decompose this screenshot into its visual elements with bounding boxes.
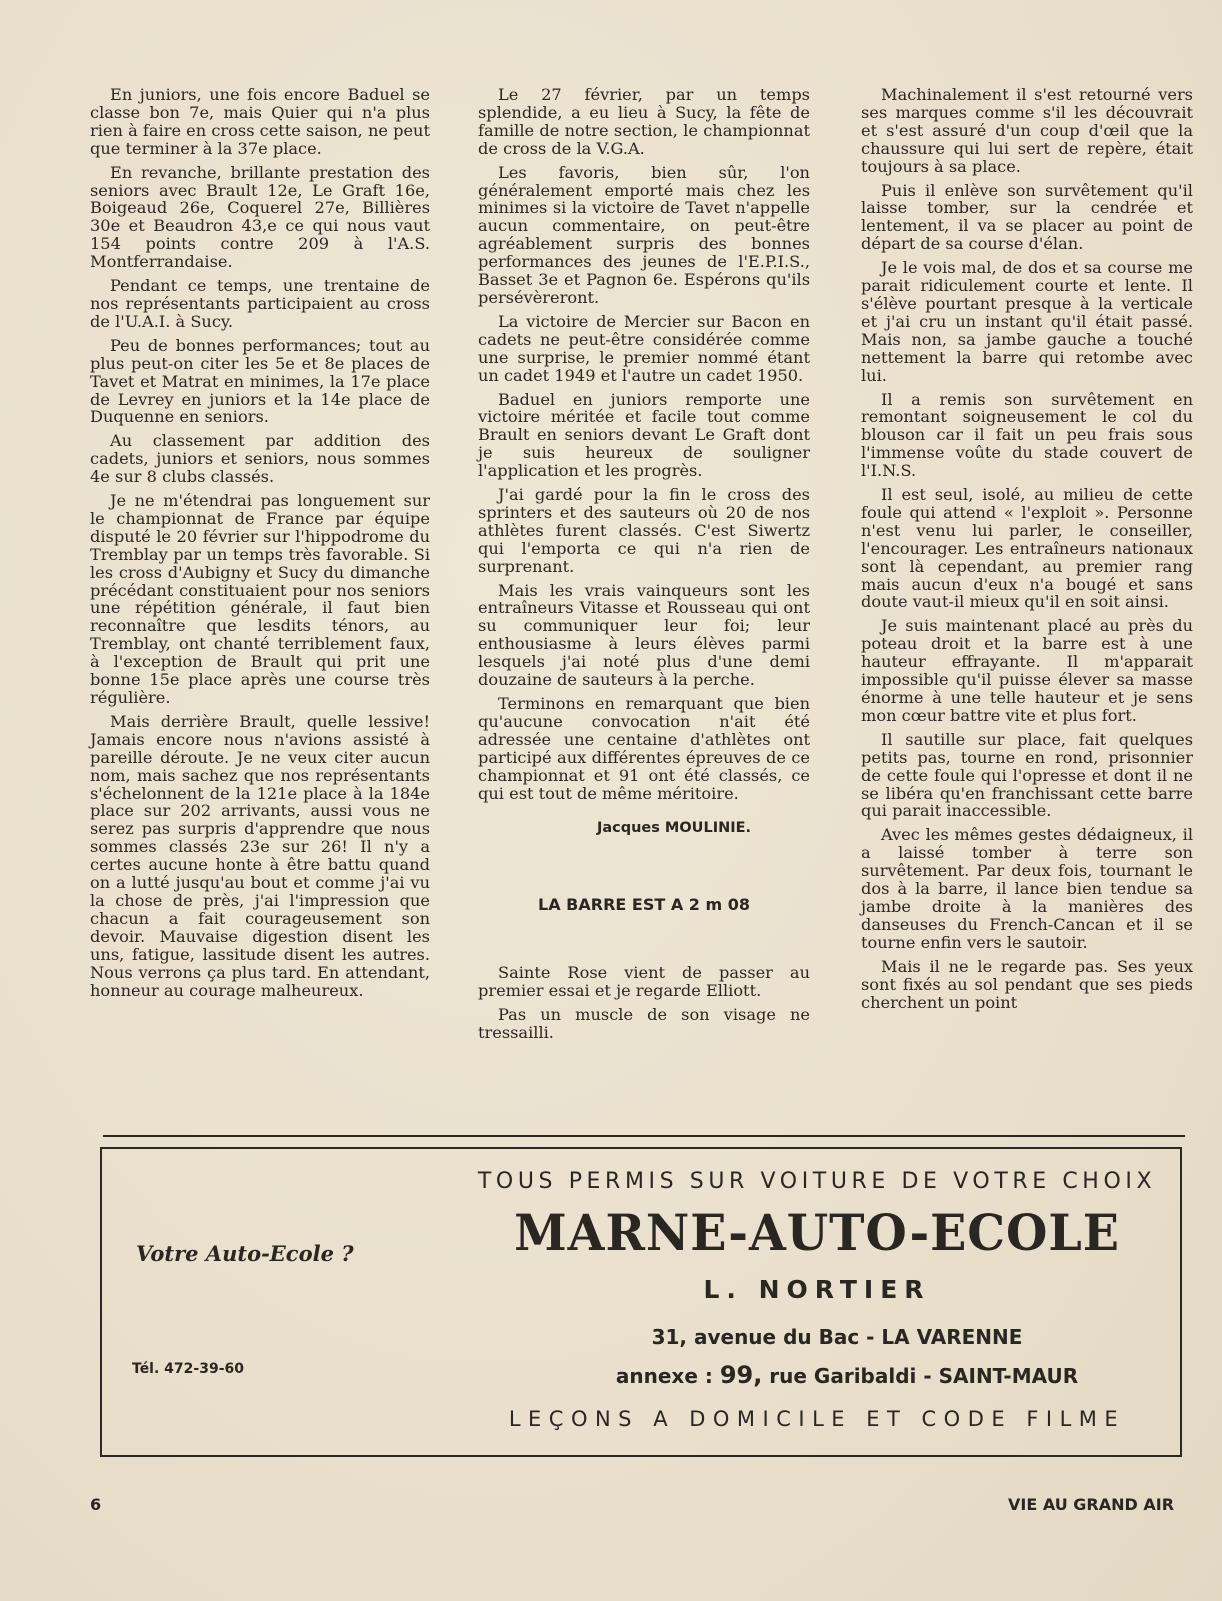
paragraph: Pendant ce temps, une trentaine de nos représentants participaient au cross de l'U.A.I. à Sucy. xyxy=(90,276,430,331)
paragraph: Je ne m'étendrai pas longuement sur le championnat de France par équipe disputé le 20 février sur l'hippodrome du Tremblay par un temps très favorable. Si les cross d'Aubigny et Sucy du dimanche précédant constituaient pour nos seniors une répétition générale, il faut bien reconnaître que lesdits ténors, au Tremblay, ont chanté terriblement faux, à l'exception de Brault qui prit une bonne 15e place après une course très régulière. xyxy=(90,491,430,707)
paragraph: La victoire de Mercier sur Bacon en cadets ne peut-être considérée comme une surprise, le premier nommé étant un cadet 1949 et l'autre un cadet 1950. xyxy=(478,311,810,385)
magazine-title: VIE AU GRAND AIR xyxy=(1008,1495,1175,1514)
paragraph: Avec les mêmes gestes dédaigneux, il a laissé tomber à terre son survêtement. Par deux fois, tournant le dos à la barre, il lance bien tendue sa jambe droite à la manières des danseuses du French-Cancan et il se tourne enfin vers le sautoir. xyxy=(861,825,1193,952)
paragraph: Baduel en juniors remporte une victoire méritée et facile tout comme Brault en seniors devant Le Graft dont je suis heureux de souligner l'application et les progrès. xyxy=(478,389,810,481)
ad-annexe-street: rue Garibaldi - SAINT-MAUR xyxy=(769,1364,1079,1388)
paragraph: J'ai gardé pour la fin le cross des sprinters et des sauteurs où 20 de nos athlètes furent classés. C'est Siwertz qui l'emporta ce qui n'a rien de surprenant. xyxy=(478,485,810,576)
paragraph: Le 27 février, par un temps splendide, a eu lieu à Sucy, la fête de famille de notre section, le championnat de cross de la V.G.A. xyxy=(478,85,810,158)
paragraph: Sainte Rose vient de passer au premier essai et je regarde Elliott. xyxy=(478,963,810,1001)
paragraph: Je le vois mal, de dos et sa course me parait ridiculement courte et lente. Il s'élève pourtant presque à la verticale et j'ai cru un instant qu'il était passé. Mais non, sa jambe gauche a touché nettement la barre qui retombe avec lui. xyxy=(861,258,1193,385)
page-number: 6 xyxy=(90,1495,102,1514)
paragraph: Les favoris, bien sûr, l'on généralement emporté mais chez les minimes si la victoire de Tavet n'appelle aucun commentaire, on peut-être agréablement surpris des bonnes performances des jeunes de l'E.P.I.S., Basset 3e et Pagnon 6e. Espérons qu'ils persévèreront. xyxy=(478,162,810,307)
article-headline: LA BARRE EST A 2 m 08 xyxy=(538,895,750,915)
paragraph: Au classement par addition des cadets, juniors et seniors, nous sommes 4e sur 8 clubs classés. xyxy=(90,431,430,487)
ad-lessons: LEÇONS A DOMICILE ET CODE FILME xyxy=(508,1407,1126,1431)
ad-business-name: MARNE-AUTO-ECOLE xyxy=(514,1203,1120,1262)
ad-annexe-label: annexe : xyxy=(615,1364,713,1388)
divider-rule xyxy=(103,1135,1185,1137)
paragraph: Il sautille sur place, fait quelques petits pas, tourne en rond, prisonnier de cette foule qui l'opresse et dont il ne se libéra qu'en franchissant cette barre qui parait inaccessible. xyxy=(861,729,1193,821)
paragraph: En juniors, une fois encore Baduel se classe bon 7e, mais Quier qui n'a plus rien à faire en cross cette saison, ne peut que terminer à la 37e place. xyxy=(90,85,430,158)
paragraph: Mais les vrais vainqueurs sont les entraîneurs Vitasse et Rousseau qui ont su communiquer leur foi; leur enthousiasme à leurs élèves parmi lesquels j'ai noté plus d'une demi douzaine de sauteurs à la perche. xyxy=(478,580,810,690)
article-column-2 xyxy=(478,86,810,1048)
advertisement-box xyxy=(100,1147,1182,1457)
paragraph: Il est seul, isolé, au milieu de cette foule qui attend « l'exploit ». Personne n'est venu lui parler, le conseiller, l'encourager. Les entraîneurs nationaux sont là cependant, au premier rang mais aucun d'eux n'a bougé et sans doute vaut-il mieux qu'il en soit ainsi. xyxy=(861,485,1193,612)
paragraph: Mais il ne le regarde pas. Ses yeux sont fixés au sol pendant que ses pieds cherchent un point xyxy=(861,956,1193,1012)
paragraph: Mais derrière Brault, quelle lessive! Jamais encore nous n'avions assisté à pareille déroute. Je ne veux citer aucun nom, mais sachez que nos représentants s'échelonnent de la 121e place à la 184e place sur 202 arrivants, aussi vous ne serez pas surpris d'apprendre que nous sommes classés 23e sur 26! Il n'y a certes aucune honte à être battu quand on a lutté jusqu'au bout et comme j'ai vu la chose de près, j'ai l'impression que chacun a fait courageusement son devoir. Mauvaise digestion disent les uns, fatigue, lassitude disent les autres. Nous verrons ça plus tard. En attendant, honneur au courage malheureux. xyxy=(90,711,430,1000)
paragraph: Je suis maintenant placé au près du poteau droit et la barre est à une hauteur effrayante. Il m'apparait impossible qu'il puisse élever sa masse énorme à une telle hauteur et je sens mon cœur battre vite et plus fort. xyxy=(861,616,1193,725)
paragraph: Peu de bonnes performances; tout au plus peut-on citer les 5e et 8e places de Tavet et Matrat en minimes, la 17e place de Levrey en juniors et la 14e place de Duquenne en seniors. xyxy=(90,335,430,427)
paragraph: Il a remis son survêtement en remontant soigneusement le col du blouson car il fait un peu frais sous l'immense voûte du stade couvert de l'I.N.S. xyxy=(861,389,1193,481)
article-column-1 xyxy=(90,86,430,1005)
paragraph: En revanche, brillante prestation des seniors avec Brault 12e, Le Graft 16e, Boigeaud 26e, Coquerel 27e, Billières 30e et Beaudron 43,e ce qui nous vaut 154 points contre 209 à l'A.S. Montferrandaise. xyxy=(90,162,430,272)
article-column-3 xyxy=(861,86,1193,1017)
author-signature: Jacques MOULINIE. xyxy=(596,820,752,837)
paragraph: Pas un muscle de son visage ne tressailli. xyxy=(478,1005,810,1042)
paragraph: Terminons en remarquant que bien qu'aucune convocation n'ait été adressée une centaine d'athlètes ont participé aux différentes épreuves de ce championnat et 91 ont été classés, ce qui est tout de même méritoire. xyxy=(478,694,810,803)
ad-tagline: TOUS PERMIS SUR VOITURE DE VOTRE CHOIX xyxy=(477,1169,1157,1194)
ad-annexe-number: 99, xyxy=(719,1361,763,1389)
ad-owner: L. NORTIER xyxy=(703,1275,931,1304)
paragraph: Puis il enlève son survêtement qu'il laisse tomber, sur la cendrée et lentement, il va se placer au point de départ de sa course d'élan. xyxy=(861,180,1193,254)
ad-question: Votre Auto-Ecole ? xyxy=(136,1241,354,1266)
ad-phone: Tél. 472-39-60 xyxy=(132,1361,244,1377)
paragraph: Machinalement il s'est retourné vers ses marques comme s'il les découvrait et s'est assuré d'un coup d'œil que la chaussure qui lui sert de repère, était toujours à sa place. xyxy=(861,85,1193,176)
ad-address: 31, avenue du Bac - LA VARENNE xyxy=(651,1325,1023,1349)
ad-annexe xyxy=(462,1361,1202,1389)
